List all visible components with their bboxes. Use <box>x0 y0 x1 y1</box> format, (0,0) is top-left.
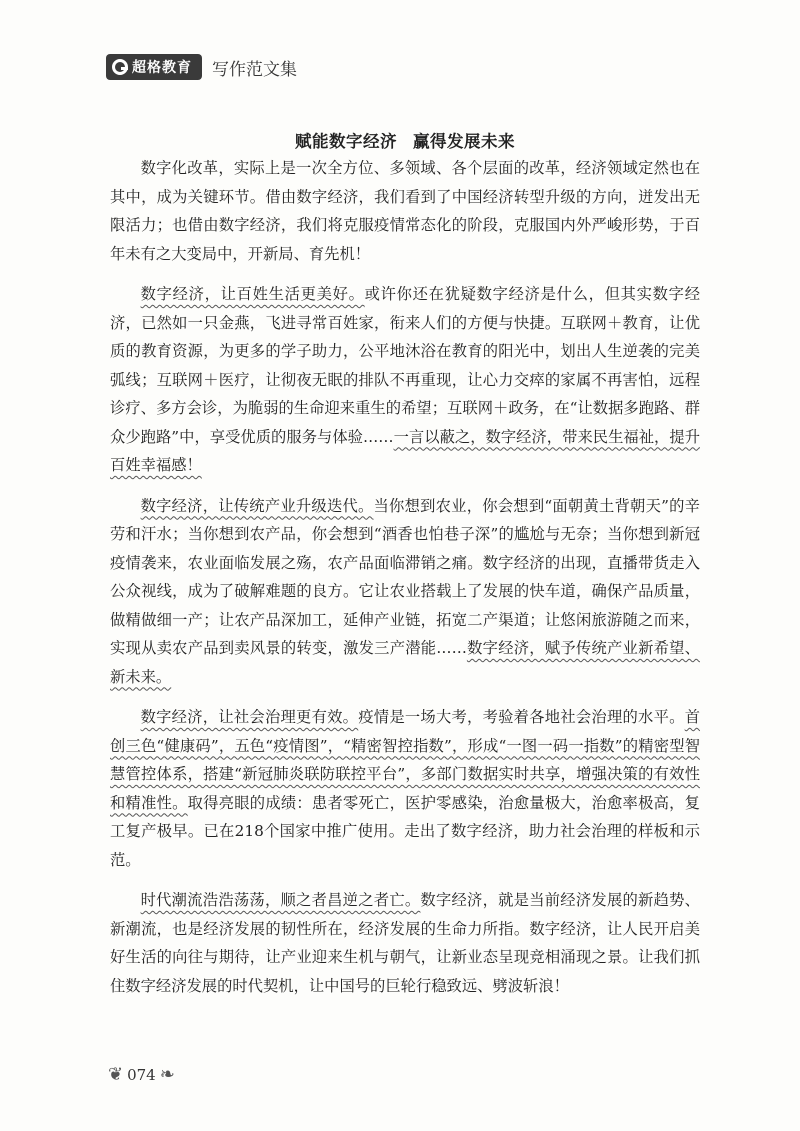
highlight-evidence: 首创三色“健康码”，五色“疫情图”，“精密智控指数”，形成“一图一码一指数”的精密型智慧管控体系，搭建“新冠肺炎联防联控平台”，多部门数据实时共享，增强决策的有效性和精准性。 <box>110 708 700 812</box>
highlight-thesis-3: 数字经济，让社会治理更有效。 <box>140 708 359 726</box>
book-title: 写作范文集 <box>212 59 297 80</box>
essay-body <box>110 128 700 1012</box>
page-number: 074 <box>127 1065 156 1084</box>
paragraph-2 <box>110 280 700 480</box>
essay-title-part1: 赋能数字经济 <box>295 132 397 151</box>
highlight-conclusion: 时代潮流浩浩荡荡，顺之者昌逆之者亡。 <box>140 891 421 909</box>
paragraph-3 <box>110 492 700 692</box>
publisher-logo <box>106 54 202 80</box>
paragraph-4 <box>110 703 700 874</box>
paragraph-4-body-2: 取得亮眼的成绩：患者零死亡，医护零感染，治愈量极大，治愈率极高，复工复产极早。已在218个国家中推广使用。走出了数字经济，助力社会治理的样板和示范。 <box>110 793 700 869</box>
paragraph-5-body: 数字经济，就是当前经济发展的新趋势、新潮流，也是经济发展的韧性所在，经济发展的生命力所指。数字经济，让人民开启美好生活的向往与期待，让产业迎来生机与朝气，让新业态呈现竞相涌现之景。让我们抓住数字经济发展的时代契机，让中国号的巨轮行稳致远、劈波斩浪！ <box>110 891 700 995</box>
logo-text: 超格教育 <box>132 60 192 76</box>
page-header <box>106 54 297 80</box>
highlight-thesis-1: 数字经济，让百姓生活更美好。 <box>140 285 365 303</box>
paragraph-4-body-1: 疫情是一场大考，考验着各地社会治理的水平。 <box>358 708 685 726</box>
page-footer <box>108 1064 175 1085</box>
highlight-thesis-2: 数字经济，让传统产业升级迭代。 <box>140 496 374 515</box>
ornament-right-icon: ❧ <box>159 1064 175 1085</box>
logo-icon <box>112 59 128 75</box>
paragraph-1: 数字化改革，实际上是一次全方位、多领域、各个层面的改革，经济领域定然也在其中，成为关键环节。借由数字经济，我们看到了中国经济转型升级的方向，迸发出无限活力；也借由数字经济，我们将克服疫情常态化的阶段，克服国内外严峻形势，于百年未有之大变局中，开新局、育先机！ <box>110 159 700 263</box>
highlight-summary-2: 数字经济，赋予传统产业新希望、新未来。 <box>110 639 700 686</box>
ornament-left-icon: ❦ <box>108 1064 124 1085</box>
paragraph-5 <box>110 886 700 1000</box>
paragraph-3-body: 当你想到农业，你会想到“面朝黄土背朝天”的辛劳和汗水；当你想到农产品，你会想到“酒香也怕巷子深”的尴尬与无奈；当你想到新冠疫情袭来，农业面临发展之殇，农产品面临滞销之痛。数字经济的出现，直播带货走入公众视线，成为了破解难题的良方。它让农业搭载上了发展的快车道，确保产品质量，做精做细一产；让农产品深加工，延伸产业链，拓宽二产渠道；让悠闲旅游随之而来，实现从卖农产品到卖风景的转变，激发三产潜能…… <box>110 496 700 657</box>
essay-title-part2: 赢得发展未来 <box>413 132 515 151</box>
essay-title <box>110 128 700 152</box>
paragraph-2-body: 或许你还在犹疑数字经济是什么，但其实数字经济，已然如一只金燕，飞进寻常百姓家，衔来人们的方便与快捷。互联网＋教育，让优质的教育资源，为更多的学子助力，公平地沐浴在教育的阳光中，划出人生逆袭的完美弧线；互联网＋医疗，让彻夜无眠的排队不再重现，让心力交瘁的家属不再害怕，远程诊疗、多方会诊，为脆弱的生命迎来重生的希望；互联网＋政务，在“让数据多跑路、群众少跑路”中，享受优质的服务与体验…… <box>110 285 700 446</box>
highlight-summary-1: 一言以蔽之，数字经济，带来民生福祉，提升百姓幸福感！ <box>110 427 700 474</box>
